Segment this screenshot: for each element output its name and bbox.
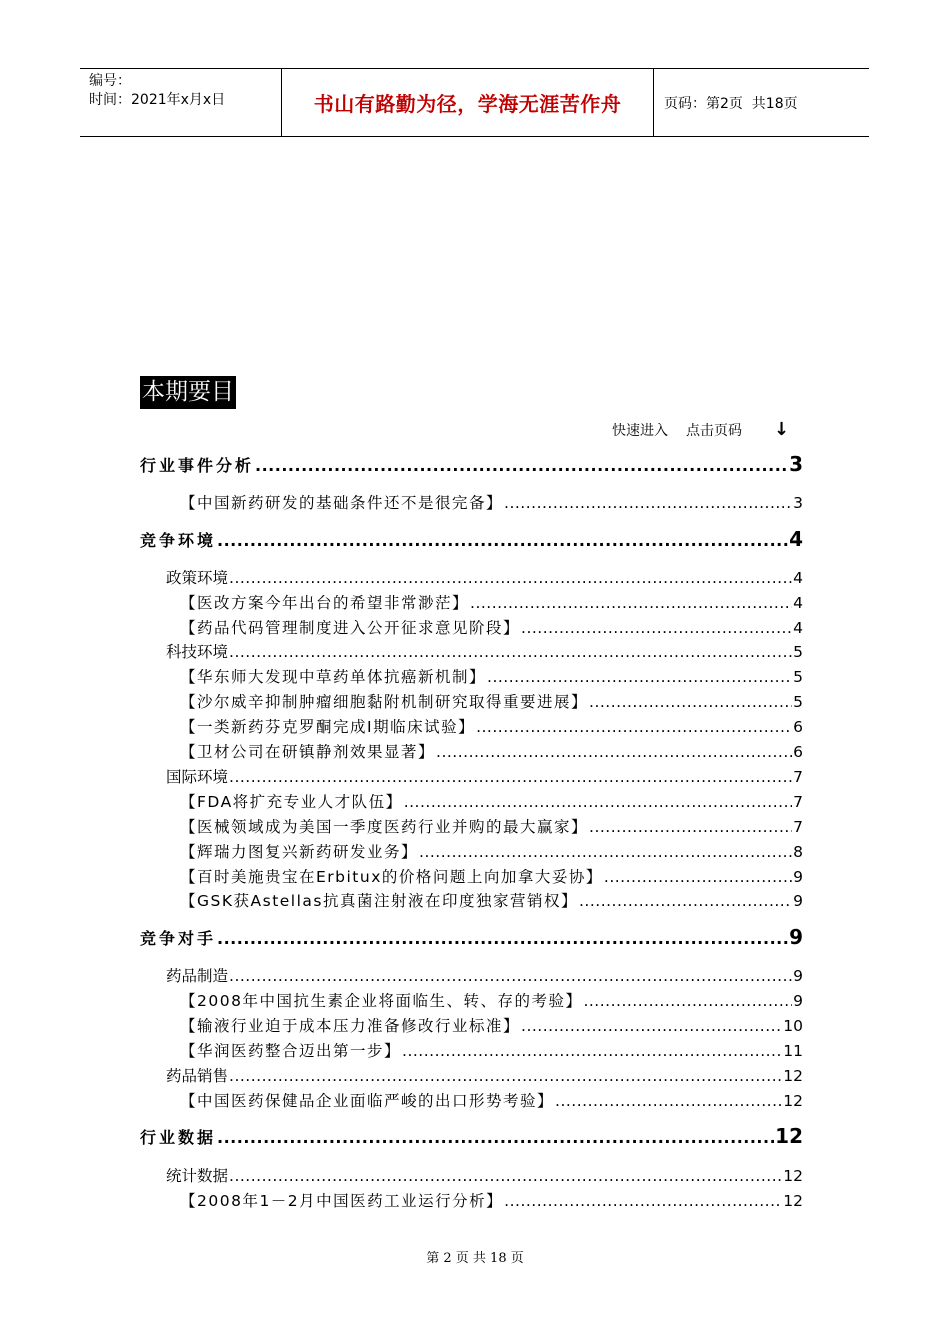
toc-item-row[interactable] [140,740,803,762]
toc-leader-dots [436,743,792,761]
toc-leader-dots [579,892,792,910]
toc-leader-dots [229,643,792,661]
toc-leader-dots [589,693,792,711]
toc-entry-title: 竞争对手 [140,929,217,948]
toc-item-row[interactable] [140,840,803,862]
toc-entry-title: 【2008年中国抗生素企业将面临生、转、存的考验】 [180,992,583,1010]
toc-page-link[interactable]: 3 [793,494,803,512]
toc-page-link[interactable]: 9 [789,925,803,949]
toc-page-link[interactable]: 10 [783,1017,803,1035]
toc-entry-title: 统计数据 [166,1167,229,1185]
header-page-info [654,69,869,136]
toc-entry-title: 行业数据 [140,1128,217,1147]
toc-leader-dots [229,569,792,587]
toc-subsection-row[interactable] [140,640,803,662]
toc-page-link[interactable]: 9 [793,992,803,1010]
toc-leader-dots [217,1128,774,1147]
toc-entry-title: 【2008年1－2月中国医药工业运行分析】 [180,1192,504,1210]
toc-item-row[interactable] [140,1014,803,1036]
toc-section-row[interactable] [140,1124,803,1148]
toc-leader-dots [521,619,792,637]
toc-item-row[interactable] [140,1189,803,1211]
toc-leader-dots [504,1192,782,1210]
toc-section-row[interactable] [140,452,803,476]
toc-entry-title: 国际环境 [166,768,229,786]
toc-entry-title: 竞争环境 [140,531,217,550]
toc-subsection-row[interactable] [140,566,803,588]
toc-leader-dots [583,992,792,1010]
toc-leader-dots [217,531,788,550]
toc-page-link[interactable]: 9 [793,892,803,910]
toc-page-link[interactable]: 5 [793,643,803,661]
toc-leader-dots [229,768,792,786]
toc-leader-dots [419,843,792,861]
header-meta [80,69,282,136]
quick-nav-enter: 快速进入 [612,422,668,439]
toc-page-link[interactable]: 12 [783,1192,803,1210]
toc-entry-title: 【FDA将扩充专业人才队伍】 [180,793,403,811]
toc-leader-dots [229,967,792,985]
toc-subsection-row[interactable] [140,765,803,787]
toc-page-link[interactable]: 12 [775,1124,803,1148]
toc-page-link[interactable]: 4 [793,569,803,587]
toc-page-link[interactable]: 4 [793,594,803,612]
down-arrow-icon: ↓ [774,419,790,440]
toc-item-row[interactable] [140,715,803,737]
toc-entry-title: 【药品代码管理制度进入公开征求意见阶段】 [180,619,521,637]
toc-entry-title: 科技环境 [166,643,229,661]
toc-subsection-row[interactable] [140,1164,803,1186]
toc-section-row[interactable] [140,925,803,949]
toc-entry-title: 【医械领域成为美国一季度医药行业并购的最大赢家】 [180,818,589,836]
toc-page-link[interactable]: 4 [789,527,803,551]
toc-leader-dots [476,718,792,736]
toc-leader-dots [229,1167,782,1185]
toc-page-link[interactable]: 7 [793,818,803,836]
toc-leader-dots [487,668,792,686]
toc-leader-dots [521,1017,782,1035]
toc-entry-title: 药品销售 [166,1067,229,1085]
header-page-label: 页码：第2页 共18页 [664,95,798,112]
toc-entry-title: 【卫材公司在研镇静剂效果显著】 [180,743,436,761]
page-header [80,68,869,137]
toc-leader-dots [217,929,788,948]
toc-leader-dots [470,594,792,612]
toc-leader-dots [404,793,792,811]
toc-leader-dots [555,1092,782,1110]
toc-leader-dots [402,1042,782,1060]
header-motto: 书山有路勤为径，学海无涯苦作舟 [282,69,654,136]
page-footer: 第 2 页 共 18 页 [426,1251,524,1266]
toc-page-link[interactable]: 9 [793,967,803,985]
toc-entry-title: 【中国医药保健品企业面临严峻的出口形势考验】 [180,1092,555,1110]
toc-leader-dots [589,818,792,836]
toc-item-row[interactable] [140,591,803,613]
toc-entry-title: 【沙尔威辛抑制肿瘤细胞黏附机制研究取得重要进展】 [180,693,589,711]
toc-entry-title: 【华润医药整合迈出第一步】 [180,1042,402,1060]
toc-leader-dots [504,494,792,512]
toc-heading: 本期要目 [140,376,236,409]
toc-page-link[interactable]: 4 [793,619,803,637]
toc-item-row[interactable] [140,790,803,812]
toc-page-link[interactable]: 12 [783,1067,803,1085]
toc-page-link[interactable]: 5 [793,693,803,711]
toc-page-link[interactable]: 12 [783,1092,803,1110]
toc-page-link[interactable]: 7 [793,793,803,811]
number-label: 编号： [89,73,131,89]
toc-item-row[interactable] [140,889,803,911]
toc-page-link[interactable]: 6 [793,718,803,736]
toc-item-row[interactable] [140,865,803,887]
toc-entry-title: 【GSK获Astellas抗真菌注射液在印度独家营销权】 [180,892,578,910]
toc-item-row[interactable] [140,989,803,1011]
toc-page-link[interactable]: 6 [793,743,803,761]
toc-item-row[interactable] [140,690,803,712]
toc-subsection-row[interactable] [140,1064,803,1086]
toc-item-row[interactable] [140,1089,803,1111]
toc-page-link[interactable]: 5 [793,668,803,686]
toc-entry-title: 【医改方案今年出台的希望非常渺茫】 [180,594,470,612]
toc-entry-title: 【输液行业迫于成本压力准备修改行业标准】 [180,1017,521,1035]
toc-entry-title: 【辉瑞力图复兴新药研发业务】 [180,843,419,861]
toc-leader-dots [229,1067,782,1085]
toc-entry-title: 药品制造 [166,967,229,985]
toc-entry-title: 【百时美施贵宝在Erbitux的价格问题上向加拿大妥协】 [180,868,603,886]
toc-page-link[interactable]: 12 [783,1167,803,1185]
toc-leader-dots [255,456,788,475]
toc-entry-title: 政策环境 [166,569,229,587]
quick-nav [612,419,789,440]
toc-item-row[interactable] [140,1039,803,1061]
toc-page-link[interactable]: 8 [793,843,803,861]
toc-item-row[interactable] [140,665,803,687]
quick-nav-click-page: 点击页码 [686,422,742,439]
toc-page-link[interactable]: 9 [793,868,803,886]
toc-item-row[interactable] [140,815,803,837]
toc-page-link[interactable]: 11 [783,1042,803,1060]
toc-subsection-row[interactable] [140,964,803,986]
toc-page-link[interactable]: 7 [793,768,803,786]
toc-section-row[interactable] [140,527,803,551]
toc-item-row[interactable] [140,616,803,638]
toc-leader-dots [604,868,792,886]
toc-page-link[interactable]: 3 [789,452,803,476]
time-label: 时间：2021年x月x日 [89,92,226,108]
toc-entry-title: 【一类新药芬克罗酮完成Ⅰ期临床试验】 [180,718,476,736]
toc-item-row[interactable] [140,491,803,513]
toc-entry-title: 【中国新药研发的基础条件还不是很完备】 [180,494,504,512]
toc-entry-title: 【华东师大发现中草药单体抗癌新机制】 [180,668,487,686]
toc-entry-title: 行业事件分析 [140,456,255,475]
